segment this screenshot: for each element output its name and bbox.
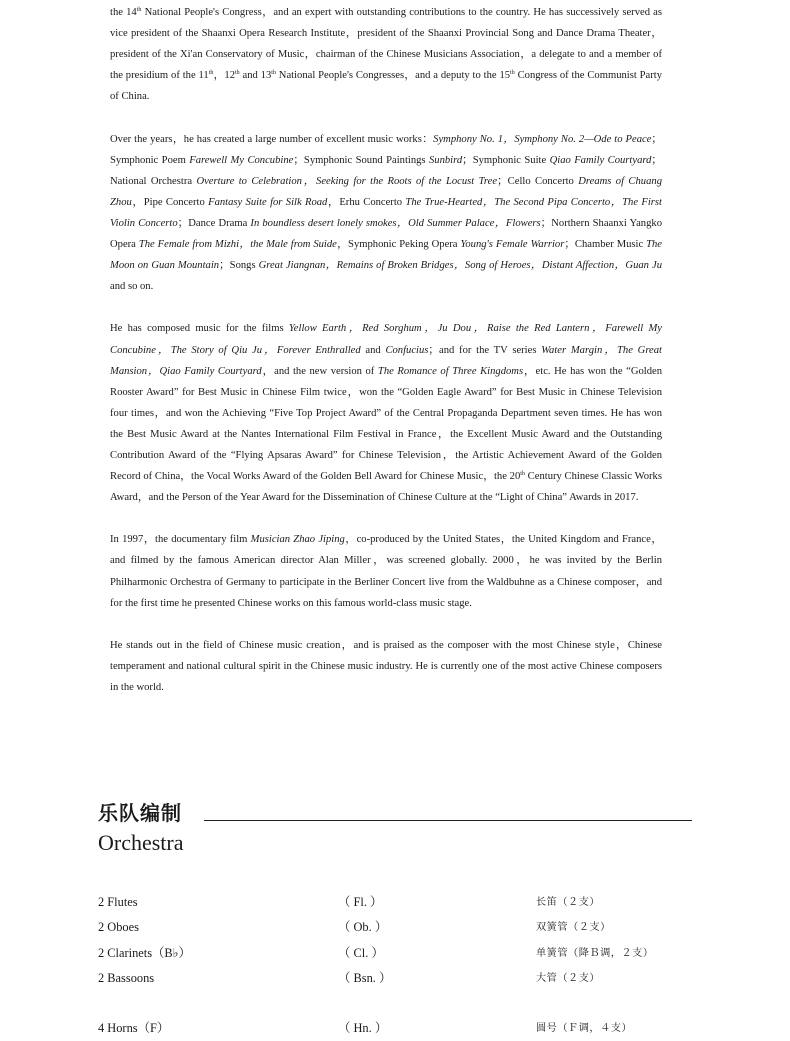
text-run: ，12 — [213, 70, 235, 82]
text-run: ；and for the TV series — [428, 344, 542, 356]
work-title: Sunbird — [428, 154, 463, 166]
bio-paragraph-2 — [110, 129, 662, 298]
text-run: ；Songs — [219, 260, 259, 272]
instrument-english: 2 Bassoons — [98, 970, 155, 985]
work-title: Great Jiangnan，Remains of Broken Bridges，Song of Heroes，Distant Affection，Guan Ju — [258, 260, 662, 272]
ordinal-superscript: th — [235, 70, 240, 77]
instrument-abbreviation: （ Fl. ） — [338, 895, 383, 909]
text-run: the 14 — [110, 7, 137, 18]
text-run: ，Symphonic Peking Opera — [336, 239, 461, 251]
text-run: ；Symphonic Sound Paintings — [293, 154, 429, 166]
instrument-chinese: 长笛（２支） — [536, 897, 601, 908]
orchestra-row-oboes — [98, 915, 690, 940]
heading-divider — [204, 820, 692, 821]
orchestra-row-horns — [98, 1016, 690, 1041]
ordinal-superscript: th — [136, 7, 142, 13]
work-title: Yellow Earth，Red Sorghum，Ju Dou，Raise the Red Lantern，Farewell My Concubine，The Story of Qiu Ju，Forever Enthralled — [110, 323, 662, 356]
text-run: ；Dance Drama — [177, 217, 251, 229]
text-run: In 1997，the documentary film — [110, 534, 251, 546]
text-run: Over the years，he has created a large number of excellent music works： — [110, 133, 434, 145]
instrument-english: 2 Oboes — [98, 920, 139, 935]
ordinal-superscript: th — [271, 70, 276, 77]
instrument-abbreviation: （ Bsn. ） — [338, 970, 392, 985]
text-run: Congress of the Communist Party of China. — [110, 70, 663, 103]
ordinal-superscript: th — [520, 471, 525, 478]
text-run: Century Chinese Classic Works Award，and the Person of the Year Award for the Dissemination of Chinese Culture at the “Light of China” Awards in 2017. — [110, 471, 662, 504]
orchestra-heading — [98, 801, 692, 825]
ordinal-superscript: th — [510, 70, 515, 77]
text-run: He stands out in the field of Chinese music creation，and is praised as the composer with the most Chinese style，Chinese temperament and national cultural spirit in the Chinese music industry. He is currently one of the most active Chinese composers in the world. — [110, 639, 662, 693]
biography-text — [110, 2, 662, 698]
work-title: Dreams of Chuang Zhou — [110, 175, 662, 208]
orchestra-list — [98, 890, 690, 1041]
instrument-english: 4 Horns（F） — [98, 1021, 170, 1036]
work-title: In boundless desert lonely smokes，Old Summer Palace，Flowers — [250, 217, 541, 229]
instrument-chinese: 圆号（Ｆ调，４支） — [536, 1023, 633, 1035]
work-title: The Moon on Guan Mountain — [110, 239, 662, 272]
work-title: The Romance of Three Kingdoms — [377, 365, 524, 377]
instrument-abbreviation: （ Hn. ） — [338, 1021, 388, 1036]
instrument-abbreviation: （ Ob. ） — [338, 920, 388, 935]
text-run: National People's Congresses，and a deputy to the 15 — [275, 70, 511, 82]
bio-paragraph-1 — [110, 2, 662, 107]
work-title: Symphony No. 1，Symphony No. 2—Ode to Peace — [433, 133, 652, 145]
text-run: ，Erhu Concerto — [327, 196, 406, 208]
text-run: ；National Orchestra — [110, 154, 662, 187]
orchestra-row-flutes — [98, 890, 690, 915]
work-title: Fantasy Suite for Silk Road — [208, 196, 328, 208]
work-title: Young's Female Warrior — [460, 239, 565, 251]
text-run: and — [360, 344, 386, 356]
text-run: ；Symphonic Poem — [110, 133, 662, 166]
bio-paragraph-4 — [110, 529, 662, 613]
bio-paragraph-3 — [110, 318, 662, 508]
work-title: Overture to Celebration，Seeking for the Roots of the Locust Tree — [196, 175, 498, 187]
ordinal-superscript: th — [208, 70, 214, 77]
orchestra-row-clarinets — [98, 941, 690, 966]
work-title: Farewell My Concubine — [189, 154, 294, 166]
text-run: ；Symphonic Suite — [462, 154, 550, 166]
instrument-english: 2 Clarinets（B♭） — [98, 945, 191, 960]
text-run: ，Pipe Concerto — [131, 196, 209, 208]
work-title: The Female from Mizhi，the Male from Suide — [138, 239, 337, 251]
work-title: Confucius — [385, 344, 429, 356]
text-run: ；Chamber Music — [564, 239, 647, 251]
text-run: He has composed music for the films — [110, 323, 289, 335]
instrument-chinese: 双簧管（２支） — [536, 922, 611, 934]
text-run: and so on. — [110, 281, 154, 293]
text-run: ，etc. He has won the “Golden Rooster Award” for Best Music in Chinese Film twice，won the “Golden Eagle Award” for Best Music in Chinese Television four times，and won the Achieving “Five Top Project Award” of the Central Propaganda Department seven times. He has won the Best Music Award at the Nantes International Film Festival in France，the Excellent Music Award and the Outstanding Contribution Award of the “Flying Apsaras Award” for Chinese Television，the Artistic Achievement Award of the Golden Record of China，the Vocal Works Award of the Golden Bell Award for Chinese Music，the 20 — [110, 365, 663, 483]
text-run: ，co-produced by the United States，the United Kingdom and France，and filmed by the famous American director Alan Miller，was screened globally. 2000，he was invited by the Berlin Philharmonic Orchestra of Germany to participate in the Berliner Concert live from the Waldbuhne as a Chinese composer，and for the first time he presented Chinese works on this famous world-class music stage. — [110, 534, 662, 609]
text-run: and 13 — [239, 70, 272, 82]
orchestra-heading-chinese: 乐队编制 — [98, 801, 182, 825]
orchestra-row-bassoons — [98, 966, 690, 991]
work-title: Musician Zhao Jiping — [250, 534, 345, 546]
instrument-chinese: 单簧管（降Ｂ调，２支） — [536, 947, 654, 959]
text-run: National People's Congress，and an expert with outstanding contributions to the country. He has successively served as vice president of the Shaanxi Opera Research Institute，president of the Shaanxi Provincial Song and Dance Drama Theater，president of the Xi'an Conservatory of Music，chairman of the Chinese Musicians Association，a delegate to and a member of the presidium of the 11 — [110, 7, 662, 82]
text-run: ，and the new version of — [261, 365, 378, 377]
bio-paragraph-5 — [110, 635, 662, 698]
work-title: Qiao Family Courtyard — [549, 154, 652, 166]
orchestra-heading-english: Orchestra — [98, 830, 184, 855]
instrument-english: 2 Flutes — [98, 895, 138, 909]
instrument-abbreviation: （ Cl. ） — [338, 945, 384, 960]
text-run: ；Cello Concerto — [497, 175, 579, 187]
text-run: ；Northern Shaanxi Yangko Opera — [110, 217, 662, 251]
work-title: Water Margin，The Great Mansion，Qiao Family Courtyard — [110, 344, 662, 377]
work-title: The True-Hearted，The Second Pipa Concerto，The First Violin Concerto — [110, 196, 662, 229]
instrument-chinese: 大管（２支） — [536, 972, 601, 984]
